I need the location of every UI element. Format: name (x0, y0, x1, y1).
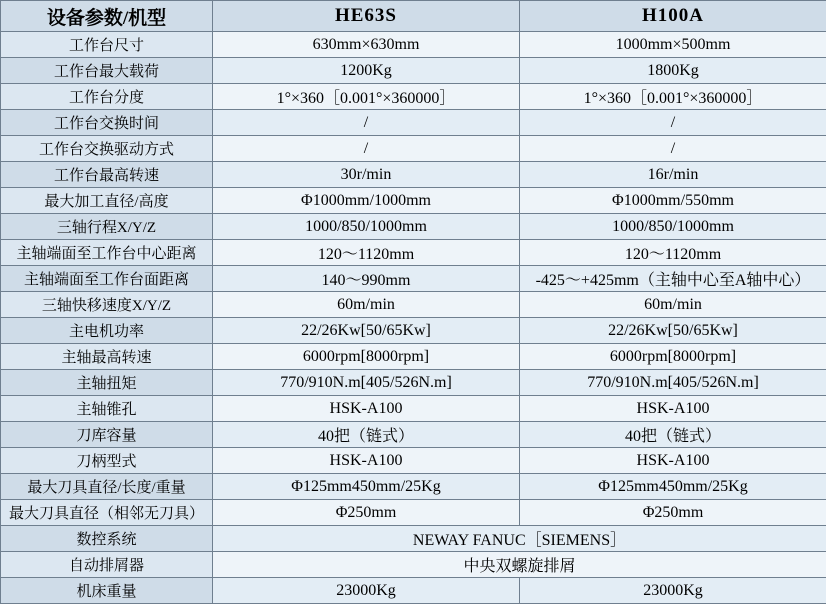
row-value-he63s: / (213, 136, 520, 162)
row-value-h100a: Φ1000mm/550mm (520, 188, 826, 214)
row-value-h100a: 770/910N.m[405/526N.m] (520, 370, 826, 396)
row-label: 工作台交换时间 (1, 110, 213, 136)
table-row (1, 422, 826, 448)
row-value-he63s: 630mm×630mm (213, 32, 520, 58)
row-value-h100a: 60m/min (520, 292, 826, 318)
table-row (1, 240, 826, 266)
row-value-he63s: 22/26Kw[50/65Kw] (213, 318, 520, 344)
row-value-merged: 中央双螺旋排屑 (213, 552, 826, 578)
row-value-he63s: 40把（链式） (213, 422, 520, 448)
row-value-h100a: / (520, 136, 826, 162)
row-value-h100a: 120～1120mm (520, 240, 826, 266)
table-row (1, 266, 826, 292)
table-row (1, 500, 826, 526)
table-body (1, 32, 826, 604)
row-label: 自动排屑器 (1, 552, 213, 578)
row-label: 主轴端面至工作台中心距离 (1, 240, 213, 266)
row-value-h100a: 6000rpm[8000rpm] (520, 344, 826, 370)
row-value-he63s: 60m/min (213, 292, 520, 318)
row-value-he63s: Φ125mm450mm/25Kg (213, 474, 520, 500)
row-value-h100a: 23000Kg (520, 578, 826, 604)
table-row (1, 474, 826, 500)
column-header-parameter: 设备参数/机型 (1, 1, 213, 32)
row-value-he63s: 1200Kg (213, 58, 520, 84)
row-value-h100a: / (520, 110, 826, 136)
row-value-h100a: 22/26Kw[50/65Kw] (520, 318, 826, 344)
table-row (1, 292, 826, 318)
row-value-h100a: Φ125mm450mm/25Kg (520, 474, 826, 500)
row-value-h100a: HSK-A100 (520, 396, 826, 422)
row-label: 工作台尺寸 (1, 32, 213, 58)
row-value-he63s: 140～990mm (213, 266, 520, 292)
row-value-h100a: 1000/850/1000mm (520, 214, 826, 240)
row-value-h100a: 1000mm×500mm (520, 32, 826, 58)
row-label: 最大刀具直径（相邻无刀具） (1, 500, 213, 526)
row-value-he63s: 30r/min (213, 162, 520, 188)
row-value-he63s: 6000rpm[8000rpm] (213, 344, 520, 370)
row-value-h100a: HSK-A100 (520, 448, 826, 474)
row-label: 工作台分度 (1, 84, 213, 110)
row-value-h100a: Φ250mm (520, 500, 826, 526)
table-row (1, 396, 826, 422)
table-row (1, 214, 826, 240)
table-row (1, 162, 826, 188)
table-row (1, 448, 826, 474)
row-value-merged: NEWAY FANUC［SIEMENS］ (213, 526, 826, 552)
table-row (1, 188, 826, 214)
table-row (1, 526, 826, 552)
row-label: 刀库容量 (1, 422, 213, 448)
table-row (1, 578, 826, 604)
row-label: 数控系统 (1, 526, 213, 552)
table-row (1, 344, 826, 370)
row-value-he63s: HSK-A100 (213, 448, 520, 474)
table-header-row (1, 1, 826, 32)
table-row (1, 136, 826, 162)
table-row (1, 318, 826, 344)
row-label: 三轴快移速度X/Y/Z (1, 292, 213, 318)
row-value-he63s: Φ250mm (213, 500, 520, 526)
row-value-he63s: 1000/850/1000mm (213, 214, 520, 240)
table-row (1, 32, 826, 58)
row-label: 主轴端面至工作台面距离 (1, 266, 213, 292)
row-label: 工作台最大载荷 (1, 58, 213, 84)
row-value-h100a: 1800Kg (520, 58, 826, 84)
row-value-h100a: -425～+425mm（主轴中心至A轴中心） (520, 266, 826, 292)
column-header-model-h100a: H100A (520, 1, 826, 32)
row-label: 机床重量 (1, 578, 213, 604)
row-label: 工作台交换驱动方式 (1, 136, 213, 162)
column-header-model-he63s: HE63S (213, 1, 520, 32)
row-value-he63s: 120～1120mm (213, 240, 520, 266)
row-label: 工作台最高转速 (1, 162, 213, 188)
row-value-h100a: 40把（链式） (520, 422, 826, 448)
table-row (1, 84, 826, 110)
table-row (1, 552, 826, 578)
row-label: 最大刀具直径/长度/重量 (1, 474, 213, 500)
row-value-he63s: 770/910N.m[405/526N.m] (213, 370, 520, 396)
row-label: 主轴扭矩 (1, 370, 213, 396)
row-label: 最大加工直径/高度 (1, 188, 213, 214)
row-value-he63s: 23000Kg (213, 578, 520, 604)
row-value-h100a: 1°×360［0.001°×360000］ (520, 84, 826, 110)
row-label: 主电机功率 (1, 318, 213, 344)
table-row (1, 58, 826, 84)
row-label: 刀柄型式 (1, 448, 213, 474)
row-value-he63s: 1°×360［0.001°×360000］ (213, 84, 520, 110)
row-value-he63s: Φ1000mm/1000mm (213, 188, 520, 214)
row-value-h100a: 16r/min (520, 162, 826, 188)
row-value-he63s: / (213, 110, 520, 136)
row-label: 主轴最高转速 (1, 344, 213, 370)
table-row (1, 110, 826, 136)
table-row (1, 370, 826, 396)
row-value-he63s: HSK-A100 (213, 396, 520, 422)
row-label: 主轴锥孔 (1, 396, 213, 422)
row-label: 三轴行程X/Y/Z (1, 214, 213, 240)
